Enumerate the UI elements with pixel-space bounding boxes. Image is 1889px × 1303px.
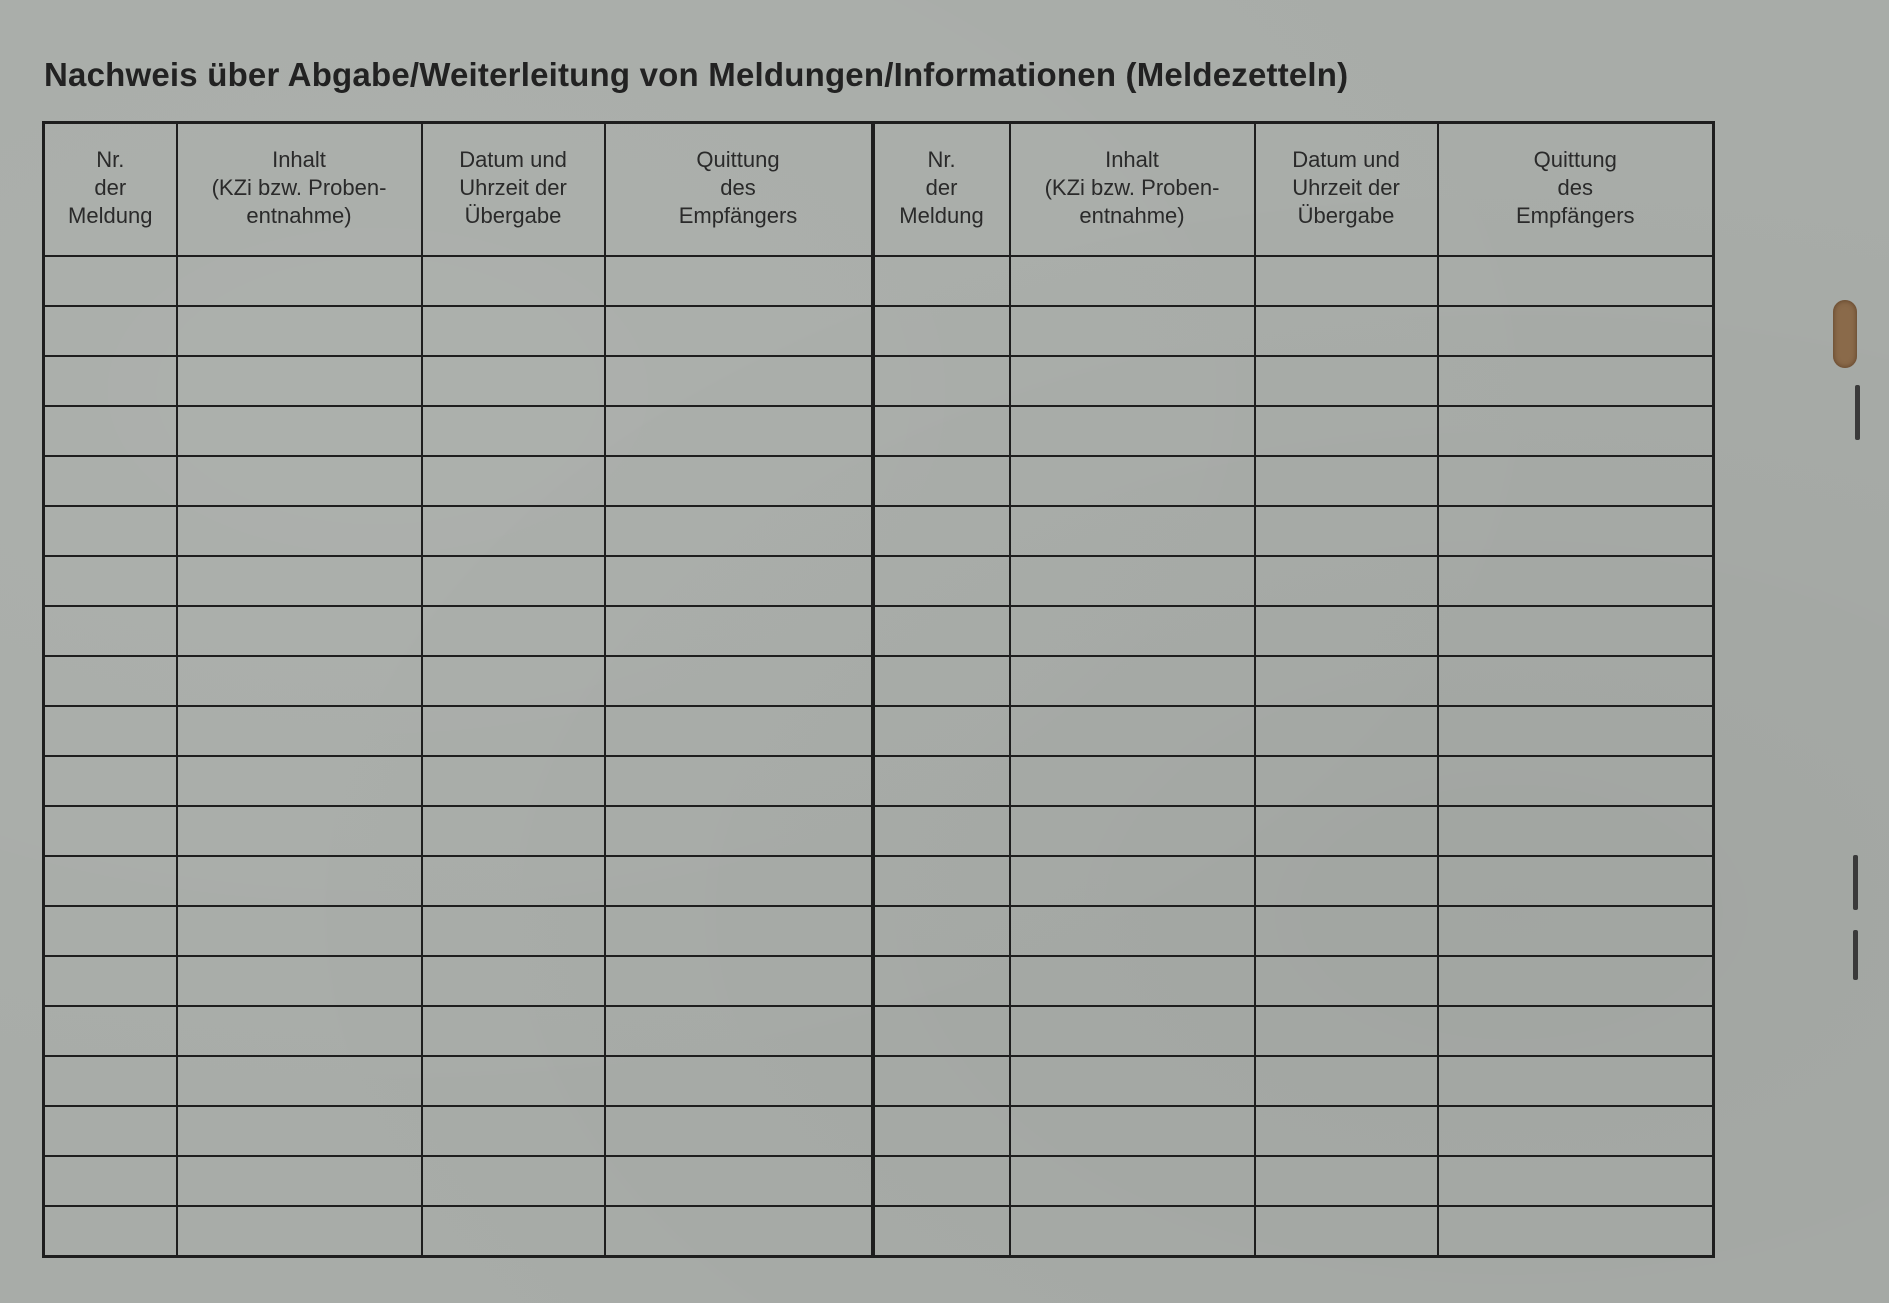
form-cell[interactable] xyxy=(44,706,177,756)
table-row xyxy=(44,606,1714,656)
form-cell[interactable] xyxy=(873,656,1010,706)
form-cell[interactable] xyxy=(422,806,605,856)
form-cell[interactable] xyxy=(605,456,873,506)
form-cell[interactable] xyxy=(177,706,422,756)
form-cell[interactable] xyxy=(422,1006,605,1056)
form-cell[interactable] xyxy=(605,1056,873,1106)
form-cell[interactable] xyxy=(605,1106,873,1156)
form-cell[interactable] xyxy=(177,256,422,306)
form-cell[interactable] xyxy=(1438,906,1714,956)
header-nr: Nr. der Meldung xyxy=(44,123,177,256)
form-cell[interactable] xyxy=(873,256,1010,306)
form-cell[interactable] xyxy=(605,856,873,906)
form-cell[interactable] xyxy=(422,1206,605,1257)
form-cell[interactable] xyxy=(873,906,1010,956)
form-cell[interactable] xyxy=(177,856,422,906)
form-cell[interactable] xyxy=(177,756,422,806)
form-cell[interactable] xyxy=(1010,506,1255,556)
form-cell[interactable] xyxy=(873,506,1010,556)
form-cell[interactable] xyxy=(605,906,873,956)
form-cell[interactable] xyxy=(1438,256,1714,306)
header-datum: Datum und Uhrzeit der Übergabe xyxy=(422,123,605,256)
form-cell[interactable] xyxy=(177,806,422,856)
table-row xyxy=(44,256,1714,306)
table-row xyxy=(44,306,1714,356)
table-row xyxy=(44,706,1714,756)
form-cell[interactable] xyxy=(1438,1106,1714,1156)
form-cell[interactable] xyxy=(177,1006,422,1056)
form-cell[interactable] xyxy=(1255,506,1438,556)
form-cell[interactable] xyxy=(1010,756,1255,806)
form-cell[interactable] xyxy=(1010,606,1255,656)
header-inhalt-2: Inhalt (KZi bzw. Proben- entnahme) xyxy=(1010,123,1255,256)
form-cell[interactable] xyxy=(1255,906,1438,956)
form-cell[interactable] xyxy=(1255,956,1438,1006)
form-cell[interactable] xyxy=(422,256,605,306)
form-cell[interactable] xyxy=(605,1156,873,1206)
table-row xyxy=(44,1006,1714,1056)
header-quittung: Quittung des Empfängers xyxy=(605,123,873,256)
form-cell[interactable] xyxy=(1255,1106,1438,1156)
table-row xyxy=(44,956,1714,1006)
form-cell[interactable] xyxy=(1255,406,1438,456)
form-cell[interactable] xyxy=(873,1006,1010,1056)
form-cell[interactable] xyxy=(44,1156,177,1206)
form-cell[interactable] xyxy=(44,306,177,356)
form-cell[interactable] xyxy=(605,506,873,556)
form-cell[interactable] xyxy=(1255,456,1438,506)
form-cell[interactable] xyxy=(1010,406,1255,456)
form-cell[interactable] xyxy=(1010,356,1255,406)
form-cell[interactable] xyxy=(177,956,422,1006)
form-cell[interactable] xyxy=(1438,456,1714,506)
table-row xyxy=(44,356,1714,406)
form-cell[interactable] xyxy=(1255,756,1438,806)
form-cell[interactable] xyxy=(1010,1106,1255,1156)
form-cell[interactable] xyxy=(44,1106,177,1156)
form-cell[interactable] xyxy=(873,1206,1010,1257)
form-cell[interactable] xyxy=(177,556,422,606)
form-cell[interactable] xyxy=(177,356,422,406)
form-cell[interactable] xyxy=(1010,256,1255,306)
form-cell[interactable] xyxy=(1010,806,1255,856)
table-row xyxy=(44,1056,1714,1106)
form-cell[interactable] xyxy=(605,656,873,706)
form-cell[interactable] xyxy=(1255,1006,1438,1056)
form-cell[interactable] xyxy=(422,1056,605,1106)
form-cell[interactable] xyxy=(422,856,605,906)
form-cell[interactable] xyxy=(422,706,605,756)
form-cell[interactable] xyxy=(422,1106,605,1156)
form-cell[interactable] xyxy=(1438,656,1714,706)
table-row xyxy=(44,1106,1714,1156)
form-cell[interactable] xyxy=(1438,1056,1714,1106)
form-cell[interactable] xyxy=(1255,1206,1438,1257)
form-cell[interactable] xyxy=(1438,856,1714,906)
form-cell[interactable] xyxy=(177,1106,422,1156)
form-cell[interactable] xyxy=(873,306,1010,356)
form-cell[interactable] xyxy=(1010,456,1255,506)
form-cell[interactable] xyxy=(177,1056,422,1106)
staple-mark xyxy=(1853,855,1858,910)
form-cell[interactable] xyxy=(605,306,873,356)
form-cell[interactable] xyxy=(1255,606,1438,656)
form-cell[interactable] xyxy=(1438,606,1714,656)
form-cell[interactable] xyxy=(44,606,177,656)
form-cell[interactable] xyxy=(873,1156,1010,1206)
form-cell[interactable] xyxy=(422,556,605,606)
table-row xyxy=(44,656,1714,706)
form-cell[interactable] xyxy=(873,706,1010,756)
form-cell[interactable] xyxy=(605,756,873,806)
form-cell[interactable] xyxy=(1438,506,1714,556)
form-cell[interactable] xyxy=(1255,856,1438,906)
form-cell[interactable] xyxy=(422,606,605,656)
form-cell[interactable] xyxy=(422,306,605,356)
table-row xyxy=(44,406,1714,456)
form-cell[interactable] xyxy=(605,406,873,456)
form-cell[interactable] xyxy=(873,856,1010,906)
form-cell[interactable] xyxy=(1010,856,1255,906)
form-cell[interactable] xyxy=(1438,356,1714,406)
form-cell[interactable] xyxy=(44,856,177,906)
form-cell[interactable] xyxy=(605,256,873,306)
form-cell[interactable] xyxy=(44,956,177,1006)
table-row xyxy=(44,906,1714,956)
table-row xyxy=(44,856,1714,906)
form-cell[interactable] xyxy=(44,256,177,306)
header-quittung-2: Quittung des Empfängers xyxy=(1438,123,1714,256)
form-cell[interactable] xyxy=(1255,356,1438,406)
form-cell[interactable] xyxy=(177,656,422,706)
form-cell[interactable] xyxy=(873,956,1010,1006)
form-cell[interactable] xyxy=(44,556,177,606)
form-cell[interactable] xyxy=(1438,556,1714,606)
form-cell[interactable] xyxy=(1255,806,1438,856)
form-cell[interactable] xyxy=(1255,1056,1438,1106)
form-cell[interactable] xyxy=(44,506,177,556)
header-inhalt: Inhalt (KZi bzw. Proben- entnahme) xyxy=(177,123,422,256)
form-cell[interactable] xyxy=(1010,956,1255,1006)
form-cell[interactable] xyxy=(1255,306,1438,356)
form-cell[interactable] xyxy=(1010,656,1255,706)
form-cell[interactable] xyxy=(44,1206,177,1257)
form-cell[interactable] xyxy=(177,1156,422,1206)
form-cell[interactable] xyxy=(422,406,605,456)
form-cell[interactable] xyxy=(44,756,177,806)
form-cell[interactable] xyxy=(605,1006,873,1056)
form-cell[interactable] xyxy=(605,806,873,856)
form-cell[interactable] xyxy=(1010,556,1255,606)
form-cell[interactable] xyxy=(873,356,1010,406)
form-cell[interactable] xyxy=(1438,1156,1714,1206)
staple-mark xyxy=(1853,930,1858,980)
form-cell[interactable] xyxy=(422,656,605,706)
form-cell[interactable] xyxy=(422,356,605,406)
form-cell[interactable] xyxy=(873,606,1010,656)
form-cell[interactable] xyxy=(1010,1206,1255,1257)
form-cell[interactable] xyxy=(605,556,873,606)
form-body xyxy=(44,256,1714,1257)
header-datum-2: Datum und Uhrzeit der Übergabe xyxy=(1255,123,1438,256)
binding-hole xyxy=(1833,300,1857,368)
form-cell[interactable] xyxy=(1438,1206,1714,1257)
form-cell[interactable] xyxy=(44,1056,177,1106)
staple-mark xyxy=(1855,385,1860,440)
form-cell[interactable] xyxy=(422,456,605,506)
form-cell[interactable] xyxy=(873,1106,1010,1156)
form-cell[interactable] xyxy=(422,506,605,556)
form-cell[interactable] xyxy=(1255,1156,1438,1206)
form-cell[interactable] xyxy=(873,556,1010,606)
form-cell[interactable] xyxy=(44,356,177,406)
form-cell[interactable] xyxy=(873,1056,1010,1106)
form-cell[interactable] xyxy=(605,1206,873,1257)
form-cell[interactable] xyxy=(44,656,177,706)
form-cell[interactable] xyxy=(1438,306,1714,356)
form-cell[interactable] xyxy=(1010,706,1255,756)
form-cell[interactable] xyxy=(1010,1156,1255,1206)
form-cell[interactable] xyxy=(422,1156,605,1206)
form-cell[interactable] xyxy=(605,606,873,656)
form-cell[interactable] xyxy=(1010,306,1255,356)
form-cell[interactable] xyxy=(44,1006,177,1056)
form-cell[interactable] xyxy=(1255,706,1438,756)
form-cell[interactable] xyxy=(177,1206,422,1257)
form-cell[interactable] xyxy=(1438,706,1714,756)
form-cell[interactable] xyxy=(1255,556,1438,606)
form-cell[interactable] xyxy=(1438,956,1714,1006)
form-cell[interactable] xyxy=(1255,256,1438,306)
table-row xyxy=(44,506,1714,556)
form-cell[interactable] xyxy=(1010,1056,1255,1106)
form-cell[interactable] xyxy=(873,406,1010,456)
form-cell[interactable] xyxy=(177,306,422,356)
form-cell[interactable] xyxy=(44,406,177,456)
form-cell[interactable] xyxy=(873,806,1010,856)
table-row xyxy=(44,1206,1714,1257)
form-cell[interactable] xyxy=(44,806,177,856)
table-row xyxy=(44,556,1714,606)
form-cell[interactable] xyxy=(873,456,1010,506)
form-cell[interactable] xyxy=(605,706,873,756)
form-cell[interactable] xyxy=(177,506,422,556)
form-cell[interactable] xyxy=(422,956,605,1006)
form-cell[interactable] xyxy=(605,356,873,406)
header-nr-2: Nr. der Meldung xyxy=(873,123,1010,256)
form-cell[interactable] xyxy=(1438,806,1714,856)
form-cell[interactable] xyxy=(422,756,605,806)
form-cell[interactable] xyxy=(177,606,422,656)
form-cell[interactable] xyxy=(873,756,1010,806)
form-cell[interactable] xyxy=(1438,406,1714,456)
form-cell[interactable] xyxy=(422,906,605,956)
form-cell[interactable] xyxy=(1010,906,1255,956)
form-cell[interactable] xyxy=(177,906,422,956)
table-row xyxy=(44,456,1714,506)
form-cell[interactable] xyxy=(44,456,177,506)
table-row xyxy=(44,806,1714,856)
form-cell[interactable] xyxy=(177,456,422,506)
table-row xyxy=(44,1156,1714,1206)
form-cell[interactable] xyxy=(177,406,422,456)
form-title: Nachweis über Abgabe/Weiterleitung von Meldungen/Informationen (Meldezetteln) xyxy=(44,56,1349,93)
form-cell[interactable] xyxy=(1010,1006,1255,1056)
table-row xyxy=(44,756,1714,806)
form-cell[interactable] xyxy=(605,956,873,1006)
form-cell[interactable] xyxy=(1438,756,1714,806)
form-cell[interactable] xyxy=(1438,1006,1714,1056)
header-row xyxy=(44,123,1714,256)
form-cell[interactable] xyxy=(1255,656,1438,706)
record-table xyxy=(42,121,1715,1258)
form-cell[interactable] xyxy=(44,906,177,956)
